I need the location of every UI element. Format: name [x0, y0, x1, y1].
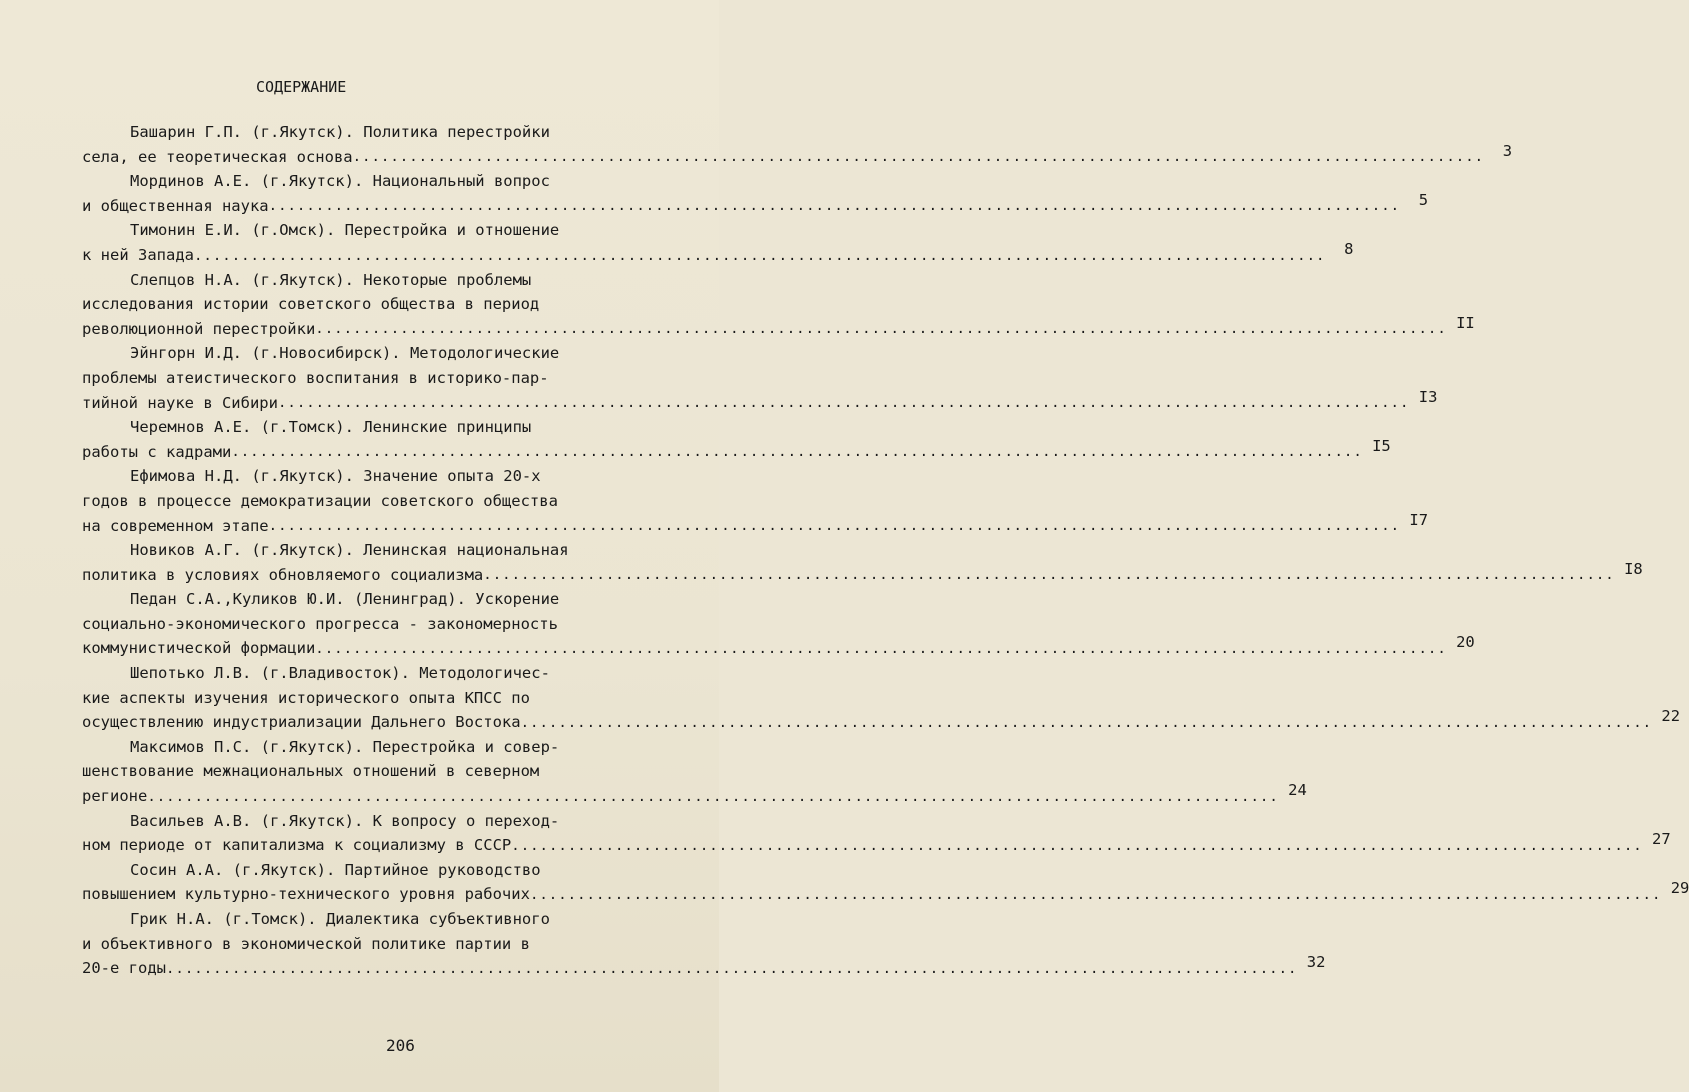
toc-entry	[82, 809, 1671, 858]
toc-entry	[82, 169, 1429, 218]
toc-entry-line: Васильев А.В. (г.Якутск). К вопросу о переход-	[130, 811, 560, 830]
toc-entry-line: и общественная наука	[82, 196, 269, 215]
toc-entry-last-line	[82, 387, 1438, 416]
toc-entry-last-line	[82, 239, 1354, 268]
toc-entry-line: Слепцов Н.А. (г.Якутск). Некоторые проблемы	[130, 270, 532, 289]
toc-page-number: I7	[1409, 510, 1429, 529]
toc-entry	[82, 661, 1681, 735]
toc-entry	[82, 268, 1475, 342]
dot-leader: ........................................................................................................................	[520, 714, 1653, 731]
toc-entry-line: годов в процессе демократизации советского общества	[82, 491, 558, 510]
page-number: 206	[386, 1036, 415, 1055]
toc-page-number: 24	[1288, 781, 1307, 800]
toc-entry	[82, 464, 1429, 538]
toc-page-number: I3	[1418, 387, 1438, 406]
dot-leader: ........................................................................................................................	[277, 395, 1410, 412]
dot-leader: ........................................................................................................................	[147, 788, 1279, 805]
toc-page-number: 20	[1456, 633, 1475, 652]
toc-entry-line: Тимонин Е.И. (г.Омск). Перестройка и отношение	[130, 221, 560, 240]
toc-entry-line: Шепотько Л.В. (г.Владивосток). Методологичес-	[130, 664, 550, 683]
toc-entry-last-line	[82, 953, 1326, 981]
toc-entry-line: регионе	[82, 787, 148, 806]
toc-entry	[82, 415, 1391, 464]
toc-entry-last-line	[82, 781, 1307, 809]
dot-leader: ........................................................................................................................	[483, 567, 1615, 584]
toc-entry-line: Эйнгорн И.Д. (г.Новосибирск). Методологические	[130, 344, 560, 363]
toc-entry-line: Ефимова Н.Д. (г.Якутск). Значение опыта 20-х	[130, 467, 541, 486]
toc-entry-last-line	[82, 830, 1671, 858]
toc-entry-line: политика в условиях обновляемого социализма	[82, 565, 484, 584]
toc-page-number: 32	[1306, 953, 1326, 972]
toc-entry-line: 20-е годы	[82, 959, 166, 978]
toc-page-number: 22	[1661, 707, 1681, 726]
dot-leader: ........................................................................................................................	[529, 887, 1662, 903]
toc-entry-last-line	[82, 633, 1475, 661]
toc-entry-line: шенствование межнациональных отношений в северном	[82, 762, 540, 781]
dot-leader: ........................................................................................................................	[315, 641, 1447, 658]
toc-entry-line: повышением культурно-технического уровня рабочих	[82, 885, 530, 904]
contents-heading: СОДЕРЖАНИЕ	[256, 78, 347, 96]
toc-entry	[82, 120, 1513, 169]
toc-entry-line: села, ее теоретическая основа	[82, 147, 353, 166]
toc-entry-line: революционной перестройки	[82, 319, 316, 338]
toc-entry-line: тийной науке в Сибири	[82, 393, 278, 412]
toc-entry-line: Новиков А.Г. (г.Якутск). Ленинская национальная	[130, 541, 569, 560]
toc-entry-line: Черемнов А.Е. (г.Томск). Ленинские принципы	[130, 418, 532, 437]
toc-entry-line: проблемы атеистического воспитания в историко-пар-	[82, 368, 549, 387]
toc-page-number: I8	[1624, 559, 1643, 578]
dot-leader: ........................................................................................................................	[268, 518, 1401, 535]
toc-page-number: 29	[1670, 879, 1689, 898]
toc-entry-line: исследования истории советского общества в период	[82, 295, 540, 314]
toc-entry-line: работы с кадрами	[82, 442, 232, 461]
toc-entry-last-line	[82, 707, 1681, 735]
toc-page-number: 3	[1502, 141, 1513, 160]
toc-entry-last-line	[82, 559, 1643, 588]
toc-entry	[82, 735, 1307, 809]
toc-entry	[82, 907, 1326, 981]
toc-entry-last-line	[82, 879, 1689, 907]
toc-entry-line: Грик Н.А. (г.Томск). Диалектика субъективного	[130, 910, 550, 928]
toc-entry	[82, 341, 1438, 415]
dot-leader: ........................................................................................................................	[231, 444, 1363, 461]
dot-leader: ........................................................................................................................	[166, 960, 1298, 977]
toc-page-number: 5	[1418, 190, 1429, 209]
toc-entry-line: Сосин А.А. (г.Якутск). Партийное руководство	[130, 860, 541, 879]
toc-entry-line: к ней Запада	[82, 245, 194, 264]
toc-page-number: 27	[1652, 830, 1671, 849]
toc-entry	[82, 218, 1354, 267]
dot-leader: ........................................................................................................................	[193, 247, 1326, 264]
toc-entry-last-line	[82, 510, 1429, 539]
toc-entry-line: Башарин Г.П. (г.Якутск). Политика перестройки	[130, 123, 550, 141]
toc-entry-line: Максимов П.С. (г.Якутск). Перестройка и совер-	[130, 737, 560, 756]
dot-leader: ........................................................................................................................	[268, 198, 1401, 215]
toc-entry-line: на современном этапе	[82, 516, 269, 535]
dot-leader: ........................................................................................................................	[315, 321, 1447, 338]
toc-entry-line: социально-экономического прогресса - закономерность	[82, 614, 558, 633]
toc-entry-last-line	[82, 313, 1475, 342]
toc-entry-last-line	[82, 141, 1513, 170]
toc-entry-last-line	[82, 436, 1391, 465]
dot-leader: ........................................................................................................................	[352, 149, 1485, 166]
toc-entry	[82, 587, 1475, 661]
table-of-contents	[82, 120, 1689, 981]
dot-leader: ........................................................................................................................	[511, 837, 1643, 854]
toc-entry	[82, 858, 1689, 907]
toc-entry-line: осуществлению индустриализации Дальнего Востока	[82, 713, 521, 732]
toc-page-number: II	[1456, 313, 1475, 332]
toc-entry-last-line	[82, 190, 1429, 219]
toc-entry-line: и объективного в экономической политике партии в	[82, 934, 530, 953]
toc-page-number: 8	[1344, 239, 1354, 258]
toc-entry	[82, 538, 1643, 587]
toc-entry-line: ном периоде от капитализма к социализму в СССР	[82, 836, 512, 855]
toc-entry-line: кие аспекты изучения исторического опыта КПСС по	[82, 688, 530, 707]
toc-entry-line: Педан С.А.,Куликов Ю.И. (Ленинград). Ускорение	[130, 590, 560, 609]
toc-entry-line: Мординов А.Е. (г.Якутск). Национальный вопрос	[130, 172, 550, 191]
toc-page-number: I5	[1372, 436, 1391, 455]
toc-entry-line: коммунистической формации	[82, 639, 316, 658]
